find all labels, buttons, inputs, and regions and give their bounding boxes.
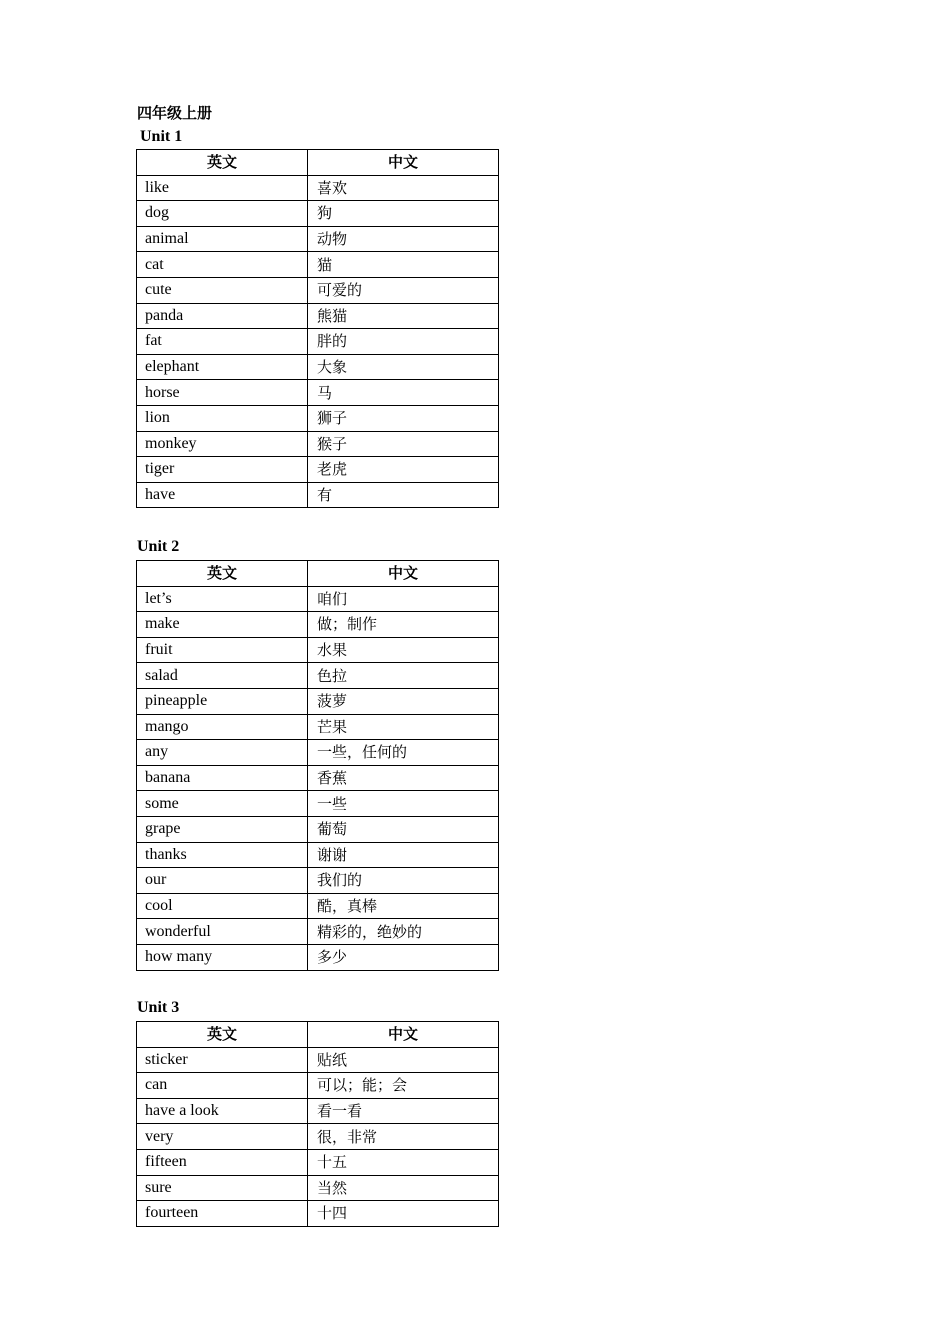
english-word-cell: thanks	[137, 842, 308, 868]
chinese-meaning-cell: 咱们	[308, 586, 499, 612]
column-header-english: 英文	[137, 1022, 308, 1048]
english-word-cell: have a look	[137, 1098, 308, 1124]
chinese-meaning-cell: 老虎	[308, 457, 499, 483]
english-word-cell: fat	[137, 329, 308, 355]
table-row	[137, 586, 499, 612]
english-word-cell: very	[137, 1124, 308, 1150]
unit-1-vocab-table	[136, 149, 499, 508]
chinese-meaning-cell: 谢谢	[308, 842, 499, 868]
chinese-meaning-cell: 可爱的	[308, 277, 499, 303]
english-word-cell: animal	[137, 226, 308, 252]
unit-3-vocab-table	[136, 1021, 499, 1227]
english-word-cell: let’s	[137, 586, 308, 612]
chinese-meaning-cell: 精彩的，绝妙的	[308, 919, 499, 945]
chinese-meaning-cell: 十四	[308, 1201, 499, 1227]
table-row	[137, 663, 499, 689]
table-row	[137, 612, 499, 638]
english-word-cell: mango	[137, 714, 308, 740]
table-header-row	[137, 561, 499, 587]
english-word-cell: fourteen	[137, 1201, 308, 1227]
chinese-meaning-cell: 贴纸	[308, 1047, 499, 1073]
english-word-cell: cool	[137, 893, 308, 919]
table-row	[137, 944, 499, 970]
column-header-chinese: 中文	[308, 561, 499, 587]
unit-2-vocab-table	[136, 560, 499, 971]
english-word-cell: monkey	[137, 431, 308, 457]
table-row	[137, 637, 499, 663]
chinese-meaning-cell: 一些，任何的	[308, 740, 499, 766]
chinese-meaning-cell: 猫	[308, 252, 499, 278]
english-word-cell: panda	[137, 303, 308, 329]
table-header-row	[137, 150, 499, 176]
unit-1-heading: Unit 1	[140, 128, 183, 145]
table-row	[137, 842, 499, 868]
chinese-meaning-cell: 芒果	[308, 714, 499, 740]
table-row	[137, 1073, 499, 1099]
chinese-meaning-cell: 熊猫	[308, 303, 499, 329]
table-row	[137, 303, 499, 329]
chinese-meaning-cell: 有	[308, 482, 499, 508]
table-row	[137, 893, 499, 919]
table-row	[137, 740, 499, 766]
chinese-meaning-cell: 猴子	[308, 431, 499, 457]
chinese-meaning-cell: 葡萄	[308, 816, 499, 842]
chinese-meaning-cell: 胖的	[308, 329, 499, 355]
english-word-cell: have	[137, 482, 308, 508]
table-row	[137, 329, 499, 355]
table-row	[137, 252, 499, 278]
column-header-english: 英文	[137, 150, 308, 176]
english-word-cell: wonderful	[137, 919, 308, 945]
english-word-cell: any	[137, 740, 308, 766]
chinese-meaning-cell: 我们的	[308, 868, 499, 894]
english-word-cell: fifteen	[137, 1149, 308, 1175]
table-row	[137, 919, 499, 945]
table-row	[137, 765, 499, 791]
table-row	[137, 226, 499, 252]
table-row	[137, 175, 499, 201]
english-word-cell: make	[137, 612, 308, 638]
table-row	[137, 816, 499, 842]
english-word-cell: fruit	[137, 637, 308, 663]
english-word-cell: grape	[137, 816, 308, 842]
chinese-meaning-cell: 动物	[308, 226, 499, 252]
chinese-meaning-cell: 很，非常	[308, 1124, 499, 1150]
chinese-meaning-cell: 狗	[308, 201, 499, 227]
english-word-cell: tiger	[137, 457, 308, 483]
unit-2-heading: Unit 2	[137, 538, 180, 555]
table-header-row	[137, 1022, 499, 1048]
english-word-cell: cute	[137, 277, 308, 303]
table-row	[137, 380, 499, 406]
table-row	[137, 1201, 499, 1227]
chinese-meaning-cell: 十五	[308, 1149, 499, 1175]
english-word-cell: like	[137, 175, 308, 201]
english-word-cell: sure	[137, 1175, 308, 1201]
table-row	[137, 201, 499, 227]
table-row	[137, 688, 499, 714]
table-row	[137, 714, 499, 740]
chinese-meaning-cell: 水果	[308, 637, 499, 663]
chinese-meaning-cell: 香蕉	[308, 765, 499, 791]
page-title: 四年级上册	[137, 104, 213, 122]
column-header-english: 英文	[137, 561, 308, 587]
english-word-cell: our	[137, 868, 308, 894]
english-word-cell: horse	[137, 380, 308, 406]
english-word-cell: sticker	[137, 1047, 308, 1073]
table-row	[137, 457, 499, 483]
table-row	[137, 1098, 499, 1124]
table-row	[137, 1047, 499, 1073]
english-word-cell: some	[137, 791, 308, 817]
chinese-meaning-cell: 做；制作	[308, 612, 499, 638]
table-row	[137, 1124, 499, 1150]
english-word-cell: elephant	[137, 354, 308, 380]
chinese-meaning-cell: 菠萝	[308, 688, 499, 714]
table-row	[137, 431, 499, 457]
table-row	[137, 791, 499, 817]
english-word-cell: banana	[137, 765, 308, 791]
english-word-cell: how many	[137, 944, 308, 970]
chinese-meaning-cell: 看一看	[308, 1098, 499, 1124]
table-row	[137, 1149, 499, 1175]
chinese-meaning-cell: 色拉	[308, 663, 499, 689]
chinese-meaning-cell: 一些	[308, 791, 499, 817]
chinese-meaning-cell: 可以；能；会	[308, 1073, 499, 1099]
table-row	[137, 868, 499, 894]
english-word-cell: lion	[137, 405, 308, 431]
chinese-meaning-cell: 狮子	[308, 405, 499, 431]
table-row	[137, 482, 499, 508]
column-header-chinese: 中文	[308, 150, 499, 176]
english-word-cell: pineapple	[137, 688, 308, 714]
english-word-cell: can	[137, 1073, 308, 1099]
table-row	[137, 277, 499, 303]
english-word-cell: cat	[137, 252, 308, 278]
chinese-meaning-cell: 大象	[308, 354, 499, 380]
chinese-meaning-cell: 当然	[308, 1175, 499, 1201]
column-header-chinese: 中文	[308, 1022, 499, 1048]
chinese-meaning-cell: 马	[308, 380, 499, 406]
table-row	[137, 354, 499, 380]
chinese-meaning-cell: 酷，真棒	[308, 893, 499, 919]
chinese-meaning-cell: 多少	[308, 944, 499, 970]
english-word-cell: dog	[137, 201, 308, 227]
table-row	[137, 405, 499, 431]
table-row	[137, 1175, 499, 1201]
unit-3-heading: Unit 3	[137, 999, 180, 1016]
english-word-cell: salad	[137, 663, 308, 689]
chinese-meaning-cell: 喜欢	[308, 175, 499, 201]
